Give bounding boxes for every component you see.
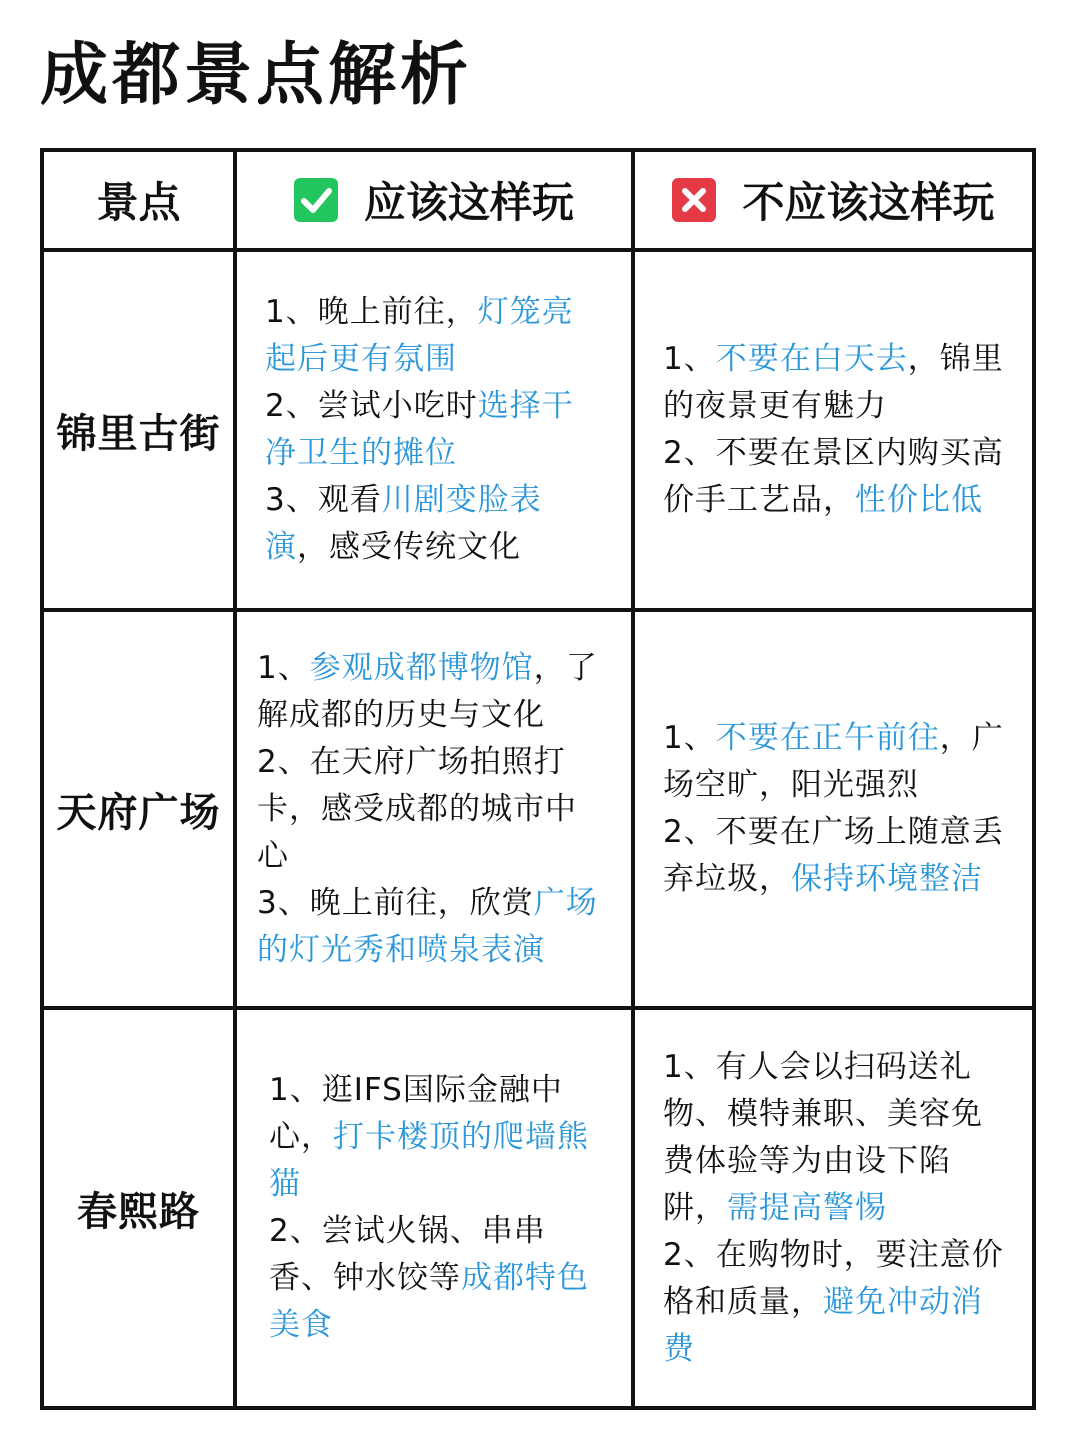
item-text: 1、 [663,341,716,377]
header-spot [42,150,235,250]
highlight-text: 保持环境整洁 [791,861,983,897]
item-text: 2、不要在景区内购买高价手工艺品， [663,435,1004,518]
spot-name: 春熙路 [42,1008,235,1408]
highlight-text: 川剧变脸表演 [265,482,542,565]
highlight-text: 性价比低 [855,482,983,518]
item-text: ，感受传统文化 [297,529,521,565]
list-item [257,645,605,739]
item-text: 2、在天府广场拍照打卡，感受成都的城市中心 [257,743,577,874]
item-text: 2、不要在广场上随意丢弃垃圾， [663,814,1004,897]
cross-icon [672,178,716,222]
list-item [663,1044,1006,1232]
dont-cell [633,250,1034,610]
item-text: 2、在购物时，要注意价格和质量， [663,1236,1004,1320]
item-text: 2、尝试小吃时 [265,388,478,424]
item-text: 1、 [257,649,310,686]
item-text: 3、晚上前往，欣赏 [257,884,534,921]
do-cell [235,1008,633,1408]
highlight-text: 不要在正午前往 [715,720,940,756]
item-text: 1、有人会以扫码送礼物、模特兼职、美容免费体验等为由设下陷阱， [663,1048,983,1226]
highlight-text: 避免冲动消费 [663,1283,983,1367]
list-item [257,739,605,880]
do-list [237,1067,631,1349]
do-list [237,289,631,571]
item-text: ，广场空旷，阳光强烈 [663,720,1004,803]
do-list [237,645,631,974]
list-item [663,715,1006,809]
check-icon [294,178,338,222]
dont-cell [633,1008,1034,1408]
item-text: 2、尝试火锅、串串香、钟水饺等 [269,1213,546,1296]
spot-name: 天府广场 [42,610,235,1008]
list-item [265,289,605,383]
item-text: ，锦里的夜景更有魅力 [663,341,1004,424]
highlight-text: 参观成都博物馆 [309,649,534,686]
item-text: 1、逛IFS国际金融中心， [269,1072,563,1155]
list-item [663,430,1006,524]
header-dont-label: 不应该这样玩 [742,178,995,227]
highlight-text: 灯笼亮起后更有氛围 [265,294,574,377]
item-text: 3、观看 [265,482,382,518]
table-header-row [42,150,1034,250]
list-item [265,383,605,477]
table-row [42,1008,1034,1408]
page-title: 成都景点解析 [40,36,473,115]
item-text: 1、 [663,720,716,756]
list-item [269,1208,605,1349]
header-do [235,150,633,250]
highlight-text: 需提高警惕 [727,1189,887,1226]
highlight-text: 选择干净卫生的摊位 [265,388,574,471]
guide-table [40,148,1036,1410]
header-do-label: 应该这样玩 [363,178,574,227]
dont-list [635,336,1032,524]
header-spot-label: 景点 [96,178,181,227]
list-item [663,809,1006,903]
item-text: ，了解成都的历史与文化 [257,649,598,733]
header-dont [633,150,1034,250]
table-row [42,250,1034,610]
item-text: 1、晚上前往， [265,294,478,330]
list-item [257,880,605,974]
dont-cell [633,610,1034,1008]
highlight-text: 成都特色美食 [269,1260,589,1343]
table-row [42,610,1034,1008]
list-item [663,336,1006,430]
list-item [663,1232,1006,1373]
dont-list [635,715,1032,903]
list-item [269,1067,605,1208]
spot-name: 锦里古街 [42,250,235,610]
list-item [265,477,605,571]
highlight-text: 不要在白天去 [715,341,908,377]
do-cell [235,610,633,1008]
highlight-text: 广场的灯光秀和喷泉表演 [257,884,598,968]
highlight-text: 打卡楼顶的爬墙熊猫 [269,1119,589,1202]
do-cell [235,250,633,610]
dont-list [635,1044,1032,1373]
